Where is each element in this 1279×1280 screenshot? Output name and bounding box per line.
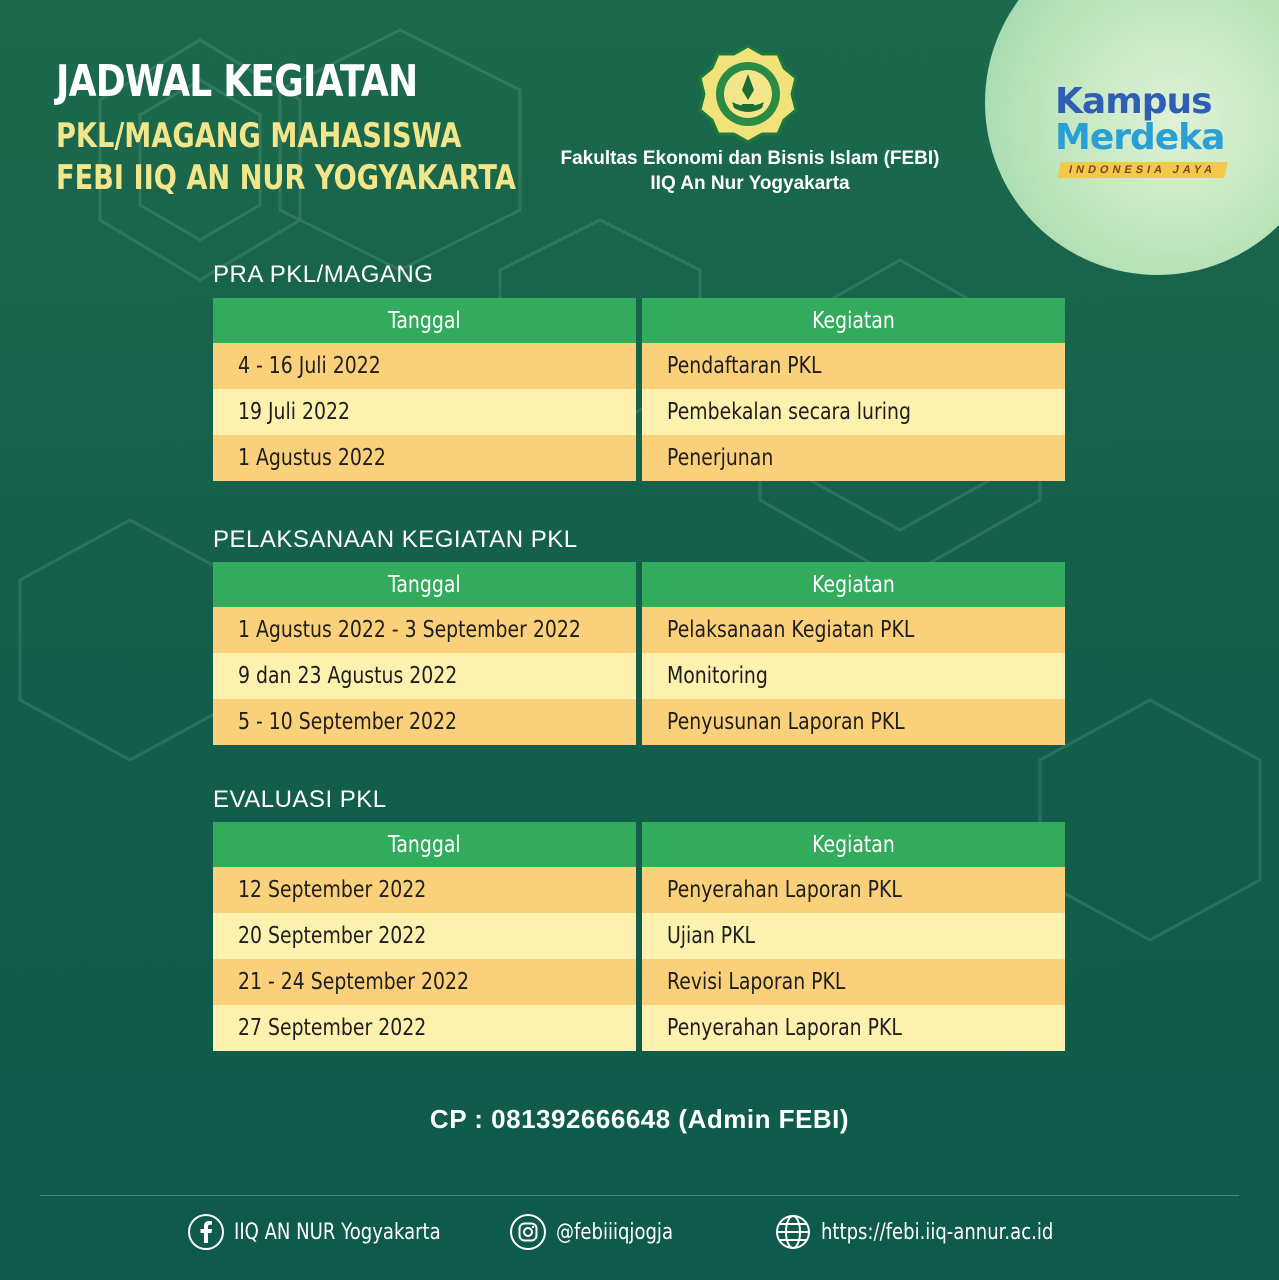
column-header-date: Tanggal [213,298,636,343]
date-cell: 27 September 2022 [213,1005,636,1051]
column-header-activity: Kegiatan [642,298,1065,343]
table-row [213,699,1065,745]
section-title-evaluasi: EVALUASI PKL [213,786,387,813]
facebook-icon [188,1214,224,1250]
title-institution: FEBI IIQ AN NUR YOGYAKARTA [56,158,516,198]
kampus-merdeka-logo [1055,81,1255,178]
table-row [213,343,1065,389]
title-subtitle: PKL/MAGANG MAHASISWA [56,116,462,156]
faculty-line1: Fakultas Ekonomi dan Bisnis Islam (FEBI) [560,148,940,169]
activity-cell: Pendaftaran PKL [642,343,1065,389]
date-cell: 12 September 2022 [213,867,636,913]
footer-divider [40,1195,1239,1196]
instagram-icon [510,1214,546,1250]
activity-cell: Penerjunan [642,435,1065,481]
date-cell: 21 - 24 September 2022 [213,959,636,1005]
website-link[interactable]: https://febi.iiq-annur.ac.id [821,1219,1054,1245]
table-row [213,913,1065,959]
column-header-activity: Kegiatan [642,562,1065,607]
activity-cell: Pembekalan secara luring [642,389,1065,435]
footer-website[interactable] [775,1214,1104,1250]
institution-logo [696,44,800,144]
instagram-label: @febiiiqjogja [556,1219,674,1245]
section-title-pelaksanaan: PELAKSANAAN KEGIATAN PKL [213,526,578,553]
date-cell: 4 - 16 Juli 2022 [213,343,636,389]
activity-cell: Penyerahan Laporan PKL [642,1005,1065,1051]
footer-facebook[interactable] [188,1214,486,1250]
faculty-name [510,146,990,196]
activity-cell: Monitoring [642,653,1065,699]
date-cell: 5 - 10 September 2022 [213,699,636,745]
table-row [213,653,1065,699]
column-header-date: Tanggal [213,562,636,607]
column-header-activity: Kegiatan [642,822,1065,867]
table-row [213,607,1065,653]
activity-cell: Penyerahan Laporan PKL [642,867,1065,913]
date-cell: 1 Agustus 2022 [213,435,636,481]
activity-cell: Pelaksanaan Kegiatan PKL [642,607,1065,653]
kampus-merdeka-ribbon: INDONESIA JAYA [1057,162,1227,178]
schedule-table-pelaksanaan [213,562,1065,745]
footer-instagram[interactable] [510,1214,699,1250]
section-title-pra-pkl: PRA PKL/MAGANG [213,261,434,288]
facebook-label: IIQ AN NUR Yogyakarta [234,1219,441,1245]
date-cell: 19 Juli 2022 [213,389,636,435]
date-cell: 1 Agustus 2022 - 3 September 2022 [213,607,636,653]
activity-cell: Penyusunan Laporan PKL [642,699,1065,745]
faculty-line2: IIQ An Nur Yogyakarta [650,173,850,194]
date-cell: 20 September 2022 [213,913,636,959]
table-row [213,867,1065,913]
date-cell: 9 dan 23 Agustus 2022 [213,653,636,699]
contact-person: CP : 081392666648 (Admin FEBI) [429,1104,850,1134]
table-header [213,562,1065,607]
kampus-merdeka-line2: Merdeka [1055,117,1225,158]
activity-cell: Revisi Laporan PKL [642,959,1065,1005]
schedule-table-pra-pkl [213,298,1065,481]
table-header [213,298,1065,343]
table-row [213,1005,1065,1051]
activity-cell: Ujian PKL [642,913,1065,959]
globe-icon [775,1214,811,1250]
schedule-table-evaluasi [213,822,1065,1051]
table-row [213,435,1065,481]
title-main: JADWAL KEGIATAN [56,56,418,107]
table-row [213,389,1065,435]
table-header [213,822,1065,867]
column-header-date: Tanggal [213,822,636,867]
table-row [213,959,1065,1005]
kampus-merdeka-line1: Kampus [1055,81,1212,122]
